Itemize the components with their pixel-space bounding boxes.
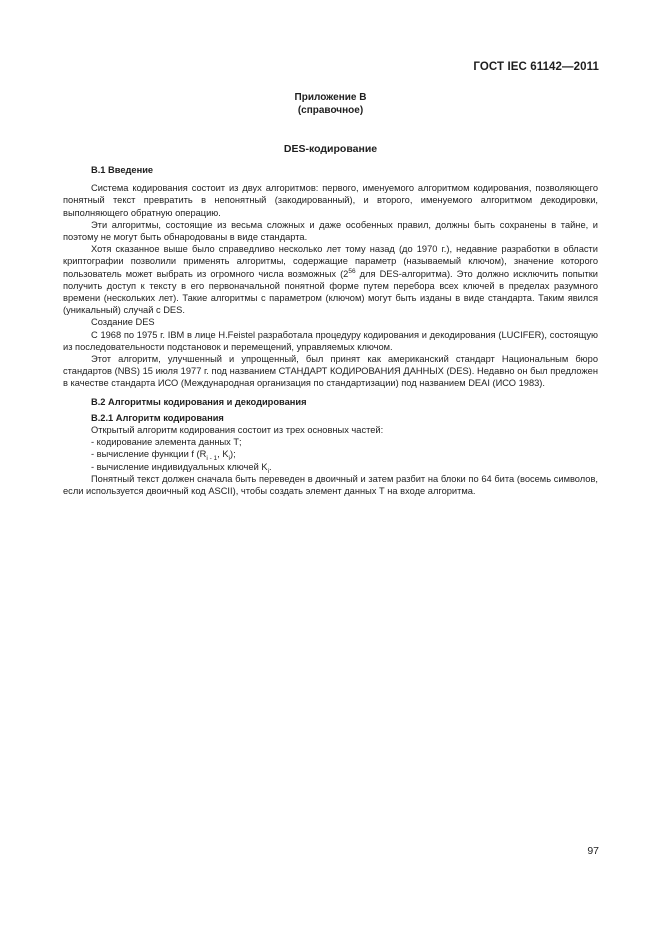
list-item-text-a: - вычисление функции f (R [91, 449, 207, 460]
subsection-heading-b21: В.2.1 Алгоритм кодирования [91, 412, 224, 423]
document-body [63, 164, 598, 497]
paragraph-b1-6: Этот алгоритм, улучшенный и упрощенный, был принят как американский стандарт Национальным бюро стандартов (NBS) 15 июля 1977 г. под названием СТАНДАРТ КОДИРОВАНИЯ ДАННЫХ (DES). Недавно он был предложен в качестве стандарта ИСО (Международная организация по стандартизации) под названием DEAI (ИСО 1983). [63, 354, 598, 389]
annex-title: Приложение В [294, 92, 367, 103]
list-item-text-b: , K [217, 449, 229, 460]
paragraph-b1-3-text-a: Хотя сказанное выше было справедливо несколько лет тому назад (до 1970 г.), недавние разработки в области криптографии позволили применять алгоритмы, содержащие параметр (называемый ключом), значение которого пользователь может выбрать из огромного числа возможных (2 [63, 244, 598, 279]
list-item-text-b: . [269, 461, 272, 472]
standard-id-header: ГОСТ IEC 61142—2011 [473, 61, 599, 73]
exponent: 56 [348, 267, 356, 275]
list-item-text-c: ); [230, 449, 236, 460]
list-item: - кодирование элемента данных Т; [91, 437, 242, 448]
paragraph-b1-4: Создание DES [91, 317, 155, 328]
annex-status: (справочное) [297, 105, 364, 116]
paragraph-b21-intro: Открытый алгоритм кодирования состоит из трех основных частей: [91, 425, 384, 436]
paragraph-b1-3-text-b: для DES-алгоритма). Это должно исключить попытки получить доступ к тексту в его первоначальной понятной форме путем перебора всех ключей в пределах разумного времени (нескольких лет). Такие алгоритмы с параметром (ключом) могут быть изданы в виде стандарта. Таким явился (уникальный) случай с DES. [63, 268, 598, 316]
section-heading-b1: В.1 Введение [91, 165, 154, 175]
paragraph-b1-2: Эти алгоритмы, состоящие из весьма сложных и даже особенных правил, должны быть сохранены в тайне, и поэтому не могут быть обнародованы в виде стандарта. [63, 219, 598, 243]
paragraph-b1-1: Система кодирования состоит из двух алгоритмов: первого, именуемого алгоритмом кодирования, позволяющего понятный текст превратить в непонятный (закодированный), и второго, именуемого алгоритмом декодировки, выполняющего обратную операцию. [63, 183, 598, 218]
subscript: i - 1 [206, 455, 218, 463]
algorithm-parts-list [63, 436, 598, 473]
subscript: i [267, 467, 270, 475]
paragraph-b1-3 [63, 243, 598, 316]
list-item [91, 461, 598, 473]
section-heading-b2: В.2 Алгоритмы кодирования и декодирования [91, 396, 307, 407]
subscript: i [228, 455, 230, 463]
paragraph-b1-5: С 1968 по 1975 г. IBM в лице H.Feistel разработала процедуру кодирования и декодирования (LUCIFER), состоящую из последовательности подстановок и перемещений, управляемых ключом. [63, 329, 598, 352]
page-number: 97 [587, 845, 599, 857]
list-item [91, 448, 598, 463]
paragraph-b21-last: Понятный текст должен сначала быть переведен в двоичный и затем разбит на блоки по 64 бита (восемь символов, если используется двоичный код ASCII), чтобы создать элемент данных Т на входе алгоритма. [63, 473, 598, 497]
list-item-text-a: - вычисление индивидуальных ключей K [91, 461, 268, 472]
document-title: DES-кодирование [283, 143, 378, 155]
